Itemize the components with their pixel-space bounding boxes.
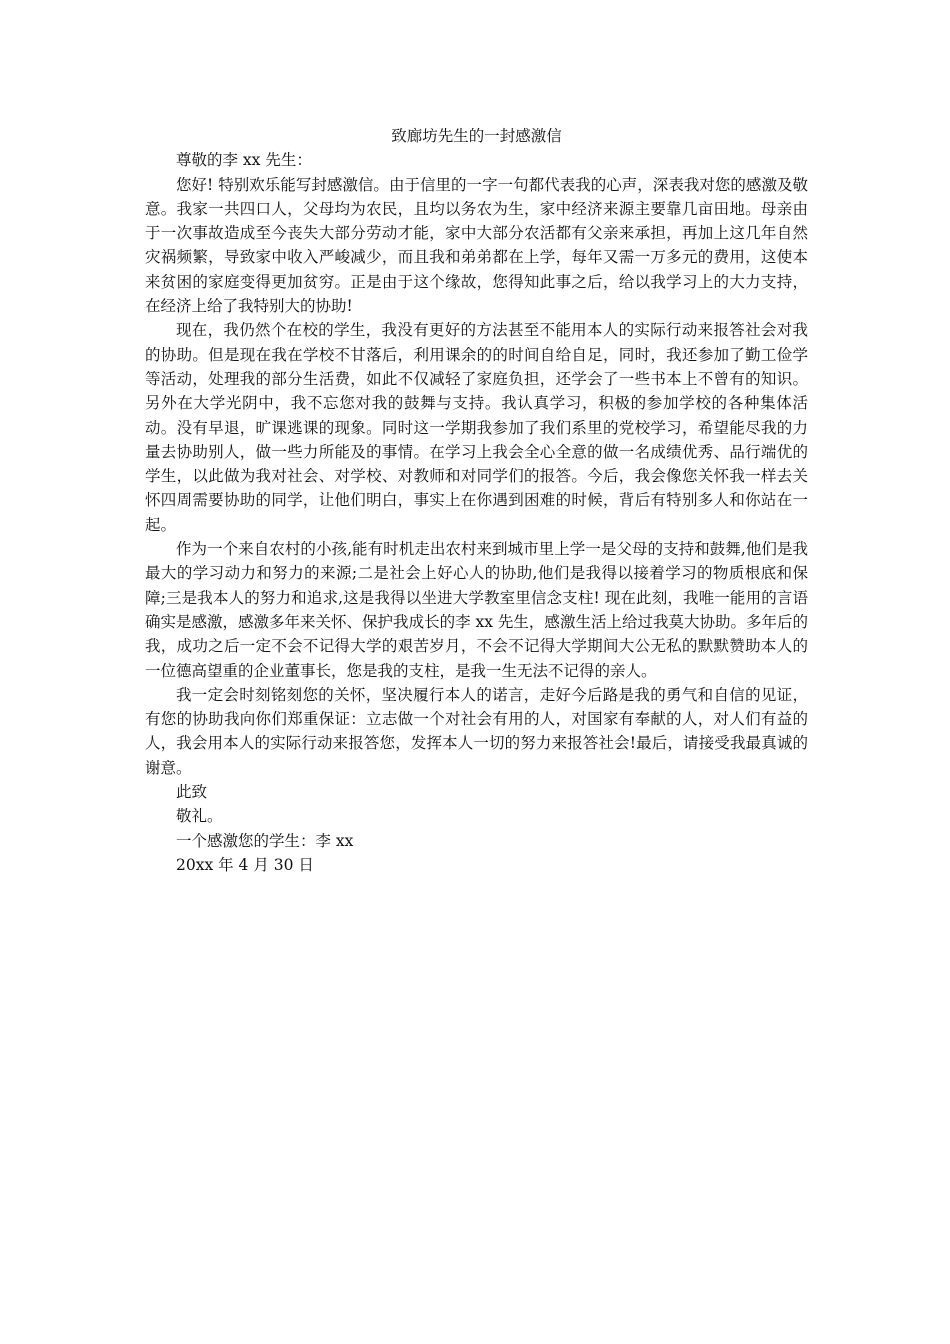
paragraph-1: 您好! 特别欢乐能写封感激信。由于信里的一字一句都代表我的心声，深表我对您的感激及敬意。我家一共四口人，父母均为农民，且均以务农为生，家中经济来源主要靠几亩田地。母亲由于一次事故造成至今丧失大部分劳动才能，家中大部分农活都有父亲来承担，再加上这几年自然灾祸频繁，导致家中收入严峻减少，而且我和弟弟都在上学，每年又需一万多元的费用，这使本来贫困的家庭变得更加贫穷。正是由于这个缘故，您得知此事之后，给以我学习上的大力支持，在经济上给了我特别大的协助! [145,175,808,316]
salutation: 尊敬的李 xx 先生： [176,151,312,170]
letter-title: 致廊坊先生的一封感激信 [391,127,562,145]
paragraph-4: 我一定会时刻铭刻您的关怀，坚决履行本人的诺言，走好今后路是我的勇气和自信的见证，有您的协助我向你们郑重保证：立志做一个对社会有用的人，对国家有奉献的人，对人们有益的人，我会用本人的实际行动来报答您，发挥本人一切的努力来报答社会!最后，请接受我最真诚的谢意。 [145,685,808,777]
letter-date: 20xx 年 4 月 30 日 [176,855,314,874]
closing-line-2: 敬礼。 [176,807,223,826]
paragraph-3: 作为一个来自农村的小孩,能有时机走出农村来到城市里上学一是父母的支持和鼓舞,他们是我最大的学习动力和努力的来源;二是社会上好心人的协助,他们是我得以接着学习的物质根底和保障;三是我本人的努力和追求,这是我得以坐进大学教室里信念支柱! 现在此刻，我唯一能用的言语确实是感激，感激多年来关怀、保护我成长的李 xx 先生，感激生活上给过我莫大协助。多年后的我，成功之后一定不会不记得大学的艰苦岁月，不会不记得大学期间大公无私的默默赞助本人的一位德高望重的企业董事长，您是我的支柱，是我一生无法不记得的亲人。 [145,540,808,680]
paragraph-2: 现在，我仍然个在校的学生，我没有更好的方法甚至不能用本人的实际行动来报答社会对我的协助。但是现在我在学校不甘落后，利用课余的的时间自给自足，同时，我还参加了勤工俭学等活动，处理我的部分生活费，如此不仅减轻了家庭负担，还学会了一些书本上不曾有的知识。另外在大学光阴中，我不忘您对我的鼓舞与支持。我认真学习，积极的参加学校的各种集体活动。没有早退，旷课逃课的现象。同时这一学期我参加了我们系里的党校学习，希望能尽我的力量去协助别人，做一些力所能及的事情。在学习上我会全心全意的做一名成绩优秀、品行端优的学生，以此做为我对社会、对学校、对教师和对同学们的报答。今后，我会像您关怀我一样去关怀四周需要协助的同学，让他们明白，事实上在你遇到困难的时候，背后有特别多人和你站在一起。 [145,321,808,534]
letter-body [145,124,808,877]
closing-line-1: 此致 [176,783,208,802]
signature: 一个感激您的学生：李 xx [176,831,354,850]
